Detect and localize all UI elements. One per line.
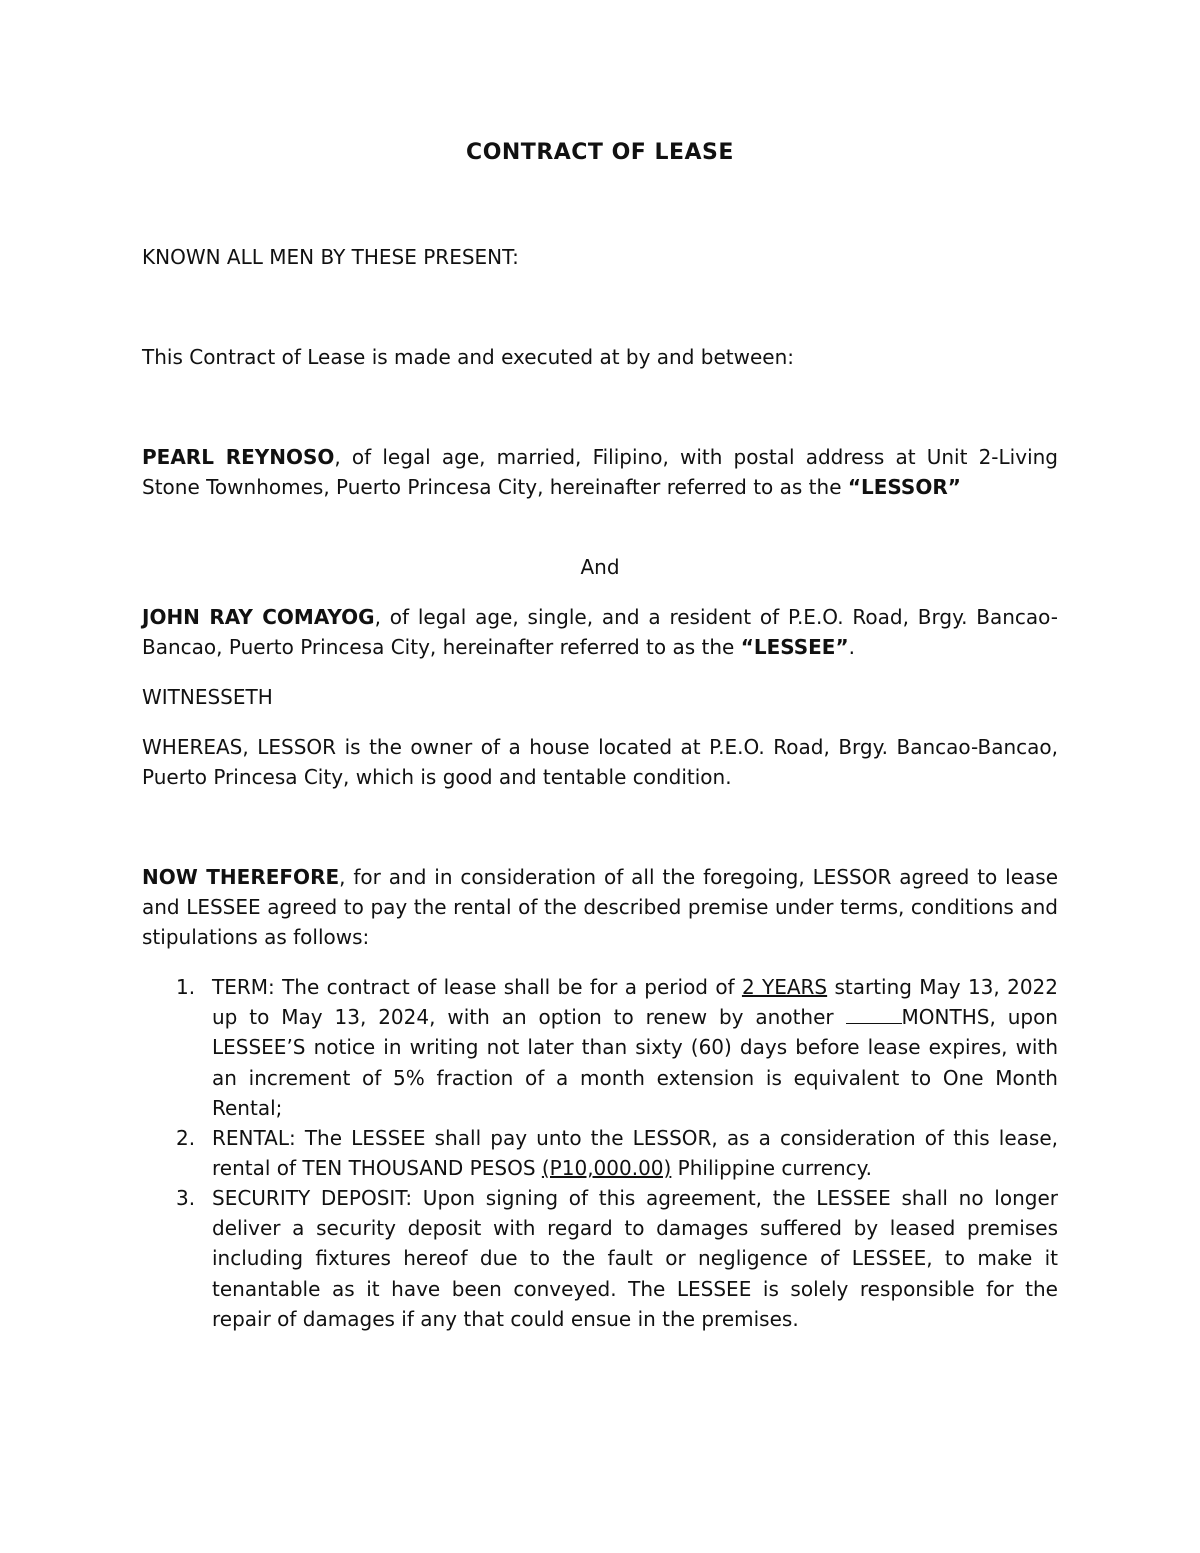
rental-text-start: RENTAL: The LESSEE shall pay unto the LESSOR, as a consideration of this lease, rental of TEN THOUSAND PESOS	[212, 1126, 1058, 1181]
and-separator: And	[580, 555, 620, 579]
rental-amount: (P10,000.00)	[541, 1156, 672, 1181]
lessor-name: PEARL REYNOSO	[142, 445, 335, 469]
whereas-paragraph: WHEREAS, LESSOR is the owner of a house located at P.E.O. Road, Brgy. Bancao-Bancao, Puerto Princesa City, which is good and tentable condition.	[142, 735, 1058, 790]
witnesseth-heading: WITNESSETH	[142, 685, 273, 709]
term-clause	[212, 972, 1058, 1123]
term-period: 2 YEARS	[741, 975, 828, 999]
now-therefore-body: , for and in consideration of all the foregoing, LESSOR agreed to lease and LESSEE agreed to pay the rental of the described premise under terms, conditions and stipulations as follows:	[142, 865, 1058, 950]
rental-clause	[212, 1123, 1058, 1183]
intro-line: This Contract of Lease is made and executed at by and between:	[142, 345, 795, 369]
lessee-name: JOHN RAY COMAYOG	[142, 605, 375, 629]
term-text-end: MONTHS, upon LESSEE’S notice in writing not later than sixty (60) days before lease expires, with an increment of 5% fraction of a month extension is equivalent to One Month Rental;	[212, 1005, 1058, 1120]
renewal-blank-line	[846, 1005, 902, 1024]
term-text-mid: starting May 13, 2022 up to May 13, 2024, with an option to renew by another	[212, 975, 1058, 1030]
lessee-details: , of legal age, single, and a resident of P.E.O. Road, Brgy. Bancao-Bancao, Puerto Princesa City, hereinafter referred to as the	[142, 605, 1058, 660]
term-text-start: TERM: The contract of lease shall be for a period of	[212, 975, 742, 999]
now-therefore-paragraph	[142, 862, 1058, 953]
lessee-role: “LESSEE”	[740, 635, 849, 660]
list-number: 1.	[176, 975, 196, 999]
opening-line: KNOWN ALL MEN BY THESE PRESENT:	[142, 245, 519, 269]
lessee-paragraph	[142, 602, 1058, 662]
lessee-end: .	[848, 635, 855, 660]
security-deposit-clause: SECURITY DEPOSIT: Upon signing of this agreement, the LESSEE shall no longer deliver a security deposit with regard to damages suffered by leased premises including fixtures hereof due to the fault or negligence of LESSEE, to make it tenantable as it have been conveyed. The LESSEE is solely responsible for the repair of damages if any that could ensue in the premises.	[212, 1186, 1058, 1331]
rental-text-end: Philippine currency.	[671, 1156, 873, 1181]
lessor-details: , of legal age, married, Filipino, with postal address at Unit 2-Living Stone Townhomes, Puerto Princesa City, hereinafter referred to as the	[142, 445, 1058, 500]
document-title: CONTRACT OF LEASE	[466, 140, 734, 165]
lessor-role: “LESSOR”	[847, 475, 961, 500]
list-number: 3.	[176, 1186, 196, 1210]
lessor-paragraph	[142, 442, 1058, 502]
now-therefore-lead: NOW THEREFORE	[142, 865, 340, 889]
list-number: 2.	[176, 1126, 196, 1150]
